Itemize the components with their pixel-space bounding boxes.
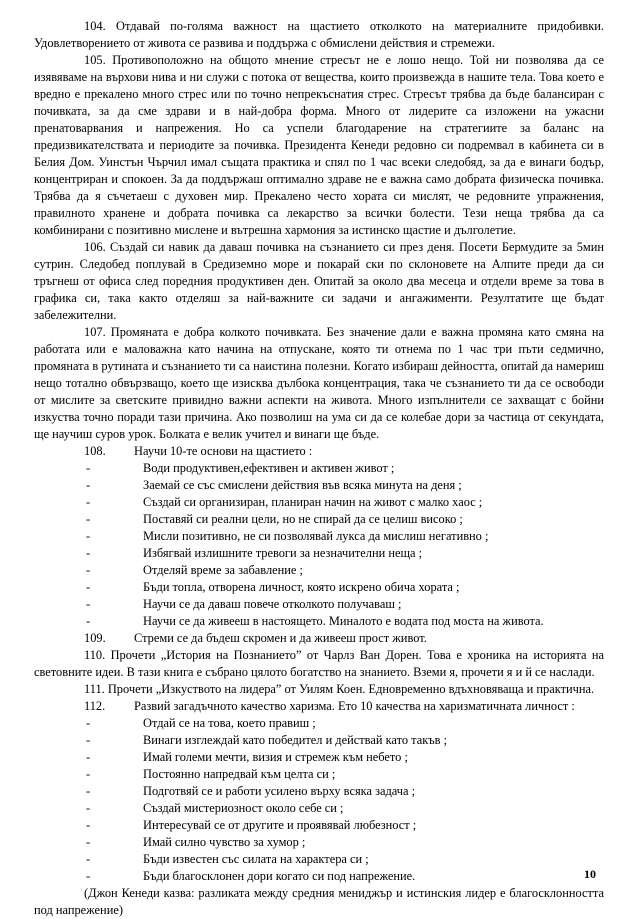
list-item: - Научи се да живееш в настоящето. Миналото е водата под моста на живота. [86, 614, 544, 628]
list-item: - Бъди известен със силата на характера си ; [86, 852, 369, 866]
item-109 [34, 630, 604, 647]
item-number: 112. [84, 699, 106, 713]
page-number: 10 [584, 867, 596, 881]
list-item: - Научи се да даваш повече отколкото получаваш ; [86, 597, 402, 611]
list-item: - Имай големи мечти, визия и стремеж към небето ; [86, 750, 408, 764]
list-item: - Поставяй си реални цели, но не спирай да се целиш високо ; [86, 512, 463, 526]
list-item: - Постоянно напредвай към целта си ; [86, 767, 336, 781]
paragraph-111: 111. Прочети „Изкуството на лидера” от Уилям Коен. Едновременно вдъхновяваща и практична. [84, 682, 595, 696]
paragraph-106: 106. Създай си навик да даваш почивка на съзнанието си през деня. Посети Бермудите за 5мин сутрин. Следобед поплувай в Средиземно море и покарай ски по склоновете на Алпите преди да си тръгнеш от офиса след поредния продуктивен ден. Опитай за около два месеца и отдели време за това в графика си, така както отделяш за най-важните си задачи и ангажименти. Резултатите ще бъдат забележителни. [34, 240, 604, 322]
document-page [34, 18, 604, 919]
list-item: - Подготвяй се и работи усилено върху всяка задача ; [86, 784, 416, 798]
item-text: Стреми се да бъдеш скромен и да живееш прост живот. [134, 631, 427, 645]
paragraph-105: 105. Противоположно на общото мнение стресът не е лошо нещо. Той ни позволява да се изявяваме на върхови нива и ни служи с потока от вещества, които произвежда в нашите тела. Това което е вредно е прекалено много стрес или по точно непрекъснатия стрес. Стресът трябва да бъде балансиран с почивката, за да сме здрави и в най-добра форма. Много от лидерите са изложени на ужасни пренатоварвания и напрежения. Но са успели благодарение на стратегиите за баланс на предизвикателствата и периодите за почивка. Президента Кенеди редовно си подремвал в кабинета си в Белия Дом. Уинстън Чърчил имал същата практика и спял по 1 час всеки следобяд, за да е винаги бодър, концентриран и спокоен. За да поддържаш оптимално здраве не е важна само добрата физическа почивка. Трябва да я съчетаеш с духовен мир. Прекалено често хората си мислят, че редовните упражнения, правилното хранене и добрата почивка са лекарство за всички болести. Тези неща трябва да са комбинирани с позитивно мислене и вътрешна хармония за истинско щастие и дълголетие. [34, 53, 604, 237]
list-item: - Създай си организиран, планиран начин на живот с малко хаос ; [86, 495, 483, 509]
list-item: - Създай мистериозност около себе си ; [86, 801, 344, 815]
list-item: - Имай силно чувство за хумор ; [86, 835, 306, 849]
paragraph-107: 107. Промяната е добра колкото почивката. Без значение дали е важна промяна като смяна на работата или е маловажна като начина на отпускане, която ти отнема по 1 час три пъти седмично, промяната в рутината и съзнанието ти са наистина полезни. Когато избираш дейността, опитай да намериш нещо тотално обвързващо, което ще изисква дълбока концентрация, така че съзнанието ти да се освободи от мислите за светските привидно важни аспекти на живота. Много изпълнители се захващат с бойни изкуства точно поради тази причина. Ако позволиш на ума си да се колебае дори за частица от секундата, ще научиш суров урок. Болката е велик учител и винаги ще бъде. [34, 325, 604, 441]
item-112 [34, 698, 604, 715]
item-text: Научи 10-те основи на щастието : [134, 444, 313, 458]
list-item: - Заемай се със смислени действия във всяка минута на деня ; [86, 478, 462, 492]
list-item: - Интересувай се от другите и проявявай любезност ; [86, 818, 417, 832]
list-item: - Отдай се на това, което правиш ; [86, 716, 316, 730]
item-108 [34, 443, 604, 460]
list-item: - Води продуктивен,ефективен и активен живот ; [86, 461, 395, 475]
list-item: - Бъди топла, отворена личност, която искрено обича хората ; [86, 580, 460, 594]
happiness-list [34, 460, 604, 630]
item-number: 108. [84, 444, 106, 458]
list-item: - Отделяй време за забавление ; [86, 563, 303, 577]
list-item: - Бъди благосклонен дори когато си под напрежение. [86, 869, 416, 883]
item-text: Развий загадъчното качество харизма. Ето 10 качества на харизматичната личност : [134, 699, 575, 713]
paragraph-104: 104. Отдавай по-голяма важност на щастието отколкото на материалните придобивки. Удовлетворението от живота се развива и поддържа с обмислени действия и стремежи. [34, 19, 604, 50]
list-item: - Избягвай излишните тревоги за незначителни неща ; [86, 546, 423, 560]
item-number: 109. [84, 631, 106, 645]
closing-quote: (Джон Кенеди казва: разликата между средния мениджър и истинския лидер е благосклонността под напрежение) [34, 886, 604, 917]
charisma-list [34, 715, 604, 885]
list-item: - Винаги изглеждай като победител и действай като такъв ; [86, 733, 448, 747]
list-item: - Мисли позитивно, не си позволявай лукса да мислиш негативно ; [86, 529, 489, 543]
paragraph-110: 110. Прочети „История на Познанието” от Чарлз Ван Дорен. Това е хроника на историята на световните идеи. В тази книга е събрано цялото богатство на знанието. Вземи я, прочети я и й се наслади. [34, 648, 604, 679]
